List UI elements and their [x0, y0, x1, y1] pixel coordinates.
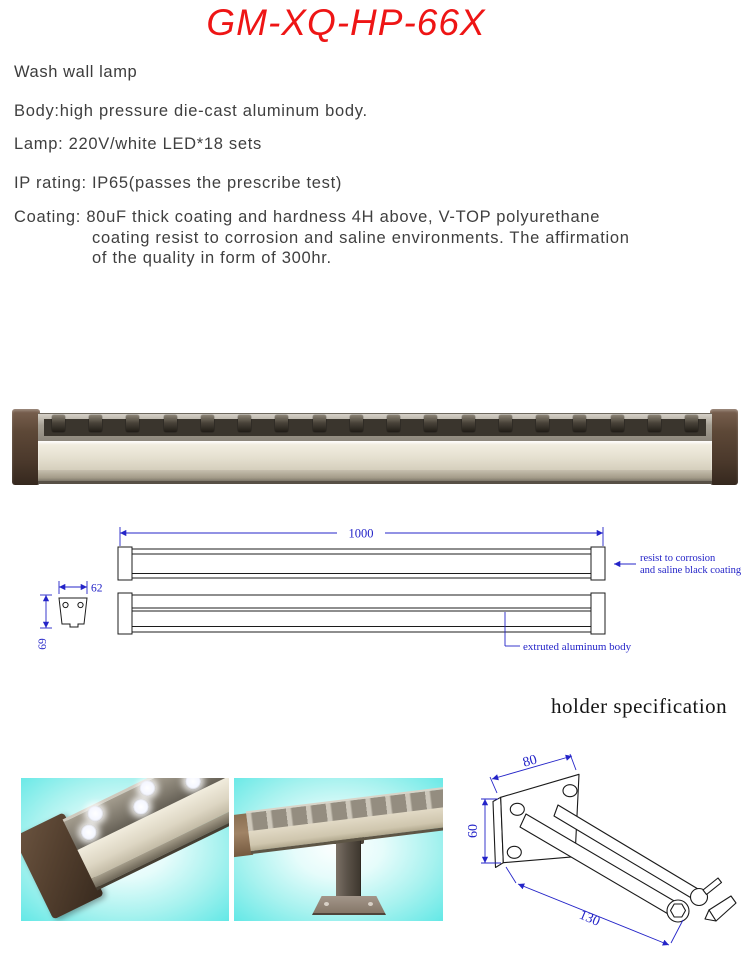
led-module: [685, 415, 698, 432]
holder-base-plate: [312, 896, 386, 915]
holder-dim-height: 60: [466, 824, 481, 838]
holder-dim-width: 80: [521, 752, 539, 771]
spec-coating-line1: Coating: 80uF thick coating and hardness 4H above, V-TOP polyurethane: [14, 208, 601, 226]
lamp-body-face: [38, 441, 712, 470]
spec-lamp: Lamp: 220V/white LED*18 sets: [14, 135, 262, 153]
led-module: [536, 415, 549, 432]
lamp-photo-closeup: [21, 778, 229, 921]
lamp-photo-on-holder: [234, 778, 443, 921]
lamp-top-view-outline: [118, 547, 605, 580]
led-module: [238, 415, 251, 432]
dim-length-label: 1000: [348, 526, 374, 541]
closeup-lamp-bar: [21, 778, 229, 921]
lamp-side-view-outline: [118, 593, 605, 634]
page-title: GM-XQ-HP-66X: [206, 2, 486, 43]
spec-coating-line3: of the quality in form of 300hr.: [92, 249, 332, 267]
spec-ip-rating: IP rating: IP65(passes the prescribe test): [14, 174, 343, 192]
spec-coating-line2: coating resist to corrosion and saline environments. The affirmation: [92, 229, 630, 247]
lamp-extrusion-body: [38, 413, 712, 481]
dim-width-label: 62: [91, 582, 103, 595]
led-module: [52, 415, 65, 432]
led-module: [89, 415, 102, 432]
lamp-end-cap-right: [710, 409, 738, 485]
led-module: [462, 415, 475, 432]
holder-drawing: [462, 742, 747, 957]
lamp-bar: [12, 409, 738, 481]
led-module: [350, 415, 363, 432]
spec-body: Body:high pressure die-cast aluminum body.: [14, 102, 368, 120]
led-module: [611, 415, 624, 432]
led-module: [275, 415, 288, 432]
lamp-led-channel: [38, 413, 712, 442]
note-extruded-body: extruted aluminum body: [523, 641, 632, 653]
note-corrosion-line2: and saline black coating: [640, 565, 742, 576]
led-glow: [85, 803, 106, 824]
base-screw-hole: [368, 902, 373, 906]
lamp-cross-section: [59, 598, 87, 627]
led-module: [201, 415, 214, 432]
holder-bracket-outline: [493, 774, 736, 922]
holder-spec-heading: holder specification: [551, 694, 728, 718]
led-glow: [137, 778, 158, 799]
dim-height-label: 69: [37, 638, 49, 650]
note-corrosion-line1: resist to corrosion: [640, 553, 716, 564]
led-module: [387, 415, 400, 432]
base-screw-hole: [324, 902, 329, 906]
led-module: [164, 415, 177, 432]
led-module: [313, 415, 326, 432]
holder-dim-arm: 130: [576, 907, 602, 930]
led-module: [499, 415, 512, 432]
product-type-label: Wash wall lamp: [14, 63, 138, 81]
lamp-body-lower-edge: [38, 470, 712, 484]
lamp-end-cap-left: [12, 409, 40, 485]
led-module: [424, 415, 437, 432]
lamp-photo-full: [8, 395, 742, 495]
led-module: [126, 415, 139, 432]
led-module: [648, 415, 661, 432]
led-module: [573, 415, 586, 432]
led-row: [44, 419, 706, 436]
dimension-drawing: [0, 520, 750, 670]
